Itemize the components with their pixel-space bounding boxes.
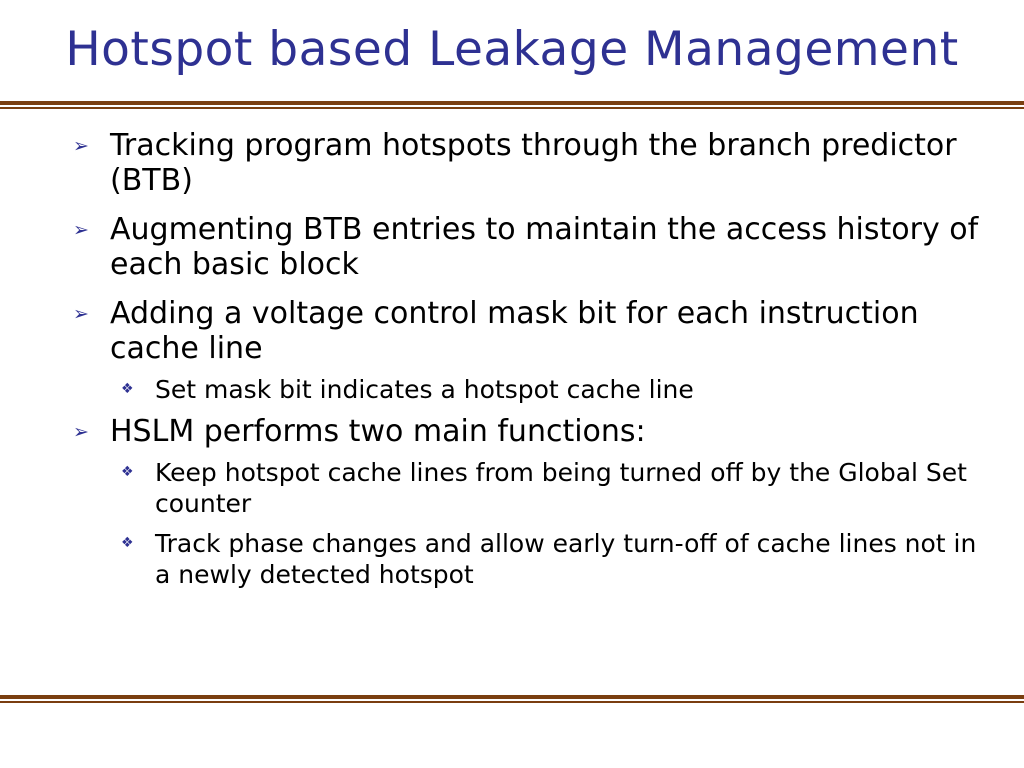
bullet-item-4 (70, 414, 990, 590)
diamond-bullet-icon: ❖ (121, 535, 134, 551)
sub-bullet-text: Track phase changes and allow early turn-off of cache lines not in a newly detected hotspot (155, 529, 977, 589)
diamond-bullet-icon: ❖ (121, 464, 134, 480)
sub-bullet-item (110, 457, 990, 519)
slide-title: Hotspot based Leakage Management (65, 22, 959, 77)
footer-divider (0, 695, 1024, 706)
bullet-item-3 (70, 296, 990, 405)
footer-divider-thick-line (0, 695, 1024, 699)
bullet-item-1 (70, 128, 990, 198)
bullet-item-2 (70, 212, 990, 282)
sub-bullet-item (110, 528, 990, 590)
sub-bullet-list (110, 457, 990, 590)
arrow-bullet-icon: ➢ (73, 135, 89, 157)
sub-bullet-list (110, 374, 990, 405)
arrow-bullet-icon: ➢ (73, 303, 89, 325)
bullet-text: Augmenting BTB entries to maintain the access history of each basic block (110, 212, 979, 282)
bullet-text: Tracking program hotspots through the branch predictor (BTB) (110, 128, 957, 198)
sub-bullet-item (110, 374, 990, 405)
diamond-bullet-icon: ❖ (121, 381, 134, 397)
footer-divider-thin-line (0, 701, 1024, 703)
title-divider-thick-line (0, 101, 1024, 105)
sub-bullet-text: Keep hotspot cache lines from being turned off by the Global Set counter (155, 458, 967, 518)
arrow-bullet-icon: ➢ (73, 421, 89, 443)
bullet-text: HSLM performs two main functions: (110, 414, 646, 449)
title-divider-thin-line (0, 107, 1024, 109)
bullet-list (70, 128, 990, 599)
bullet-text: Adding a voltage control mask bit for each instruction cache line (110, 296, 919, 366)
arrow-bullet-icon: ➢ (73, 219, 89, 241)
sub-bullet-text: Set mask bit indicates a hotspot cache line (155, 375, 694, 404)
title-divider (0, 101, 1024, 112)
